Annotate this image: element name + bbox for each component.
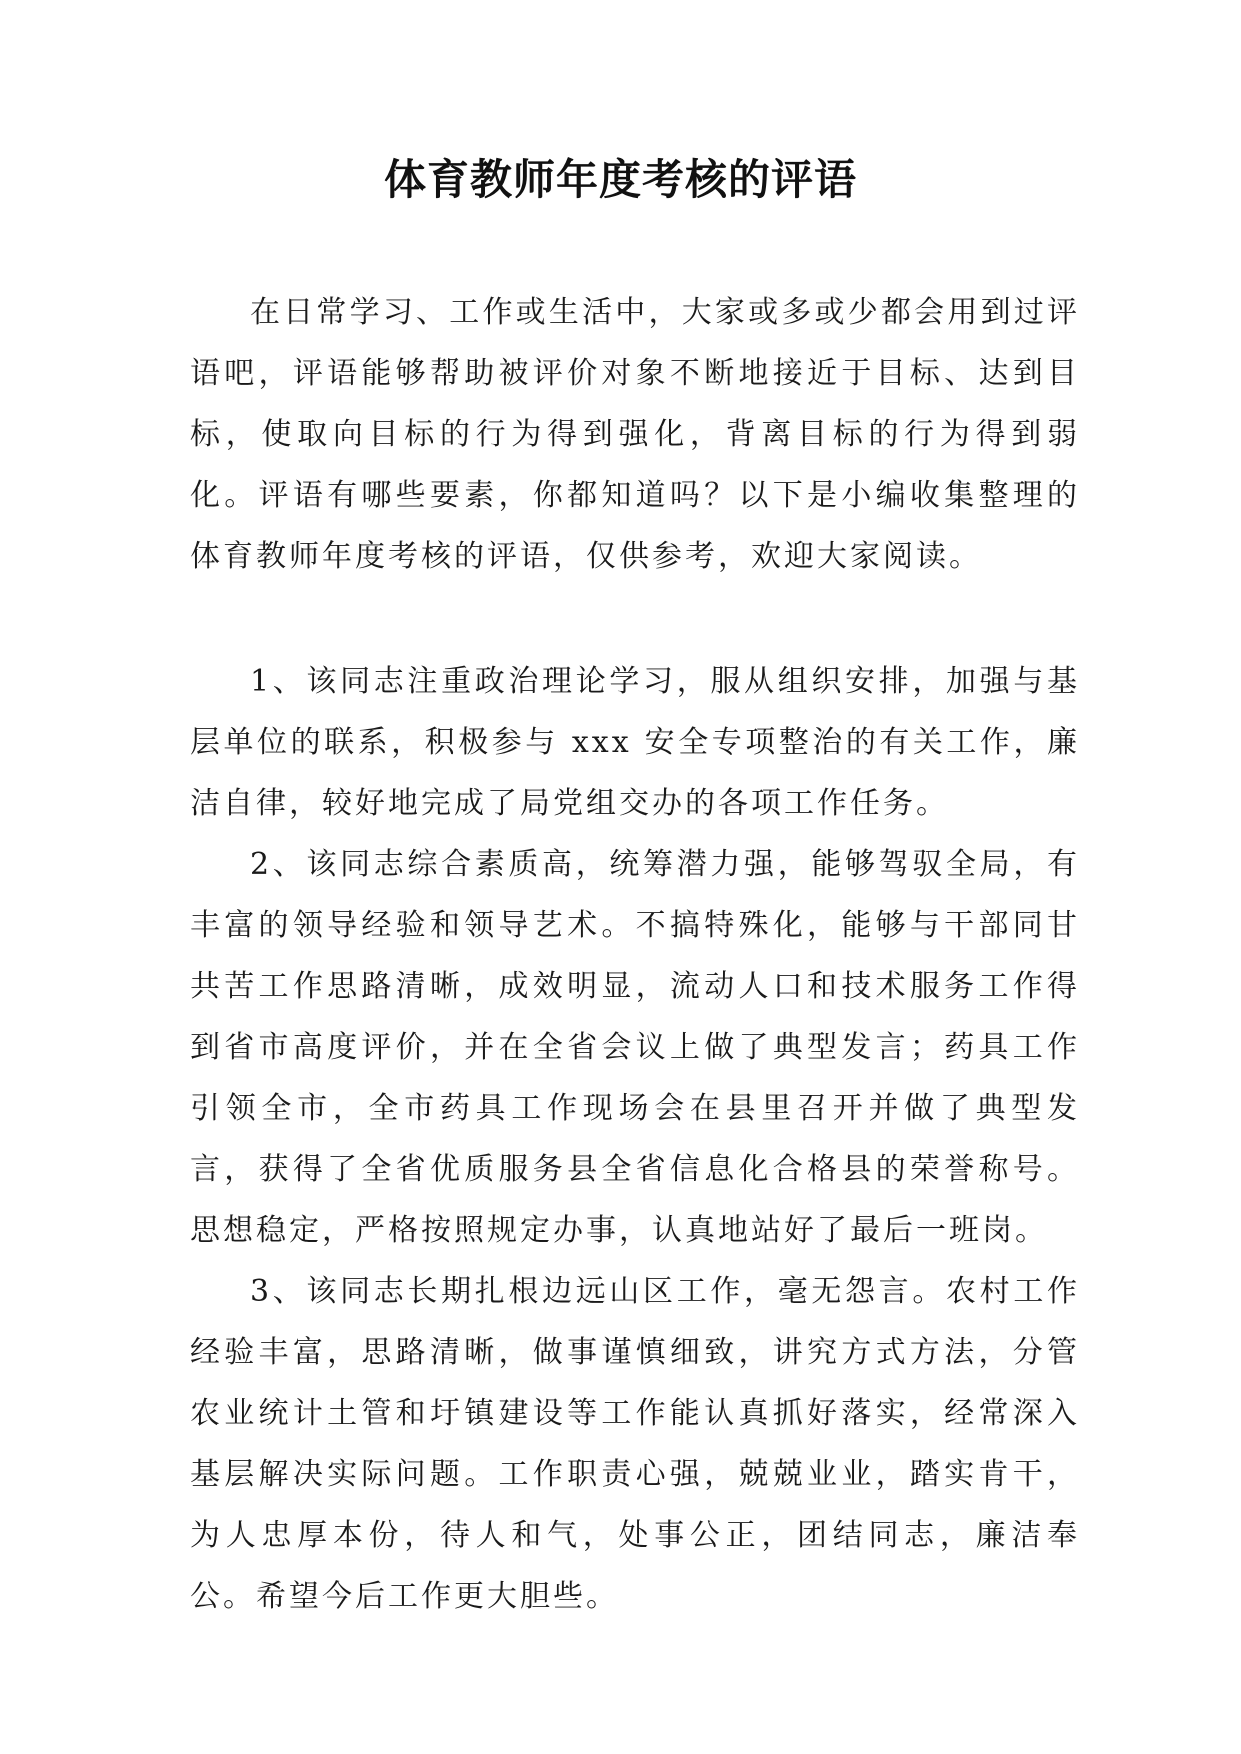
- document-title: 体育教师年度考核的评语: [383, 155, 857, 204]
- comment-paragraph-2: 2、该同志综合素质高，统筹潜力强，能够驾驭全局，有丰富的领导经验和领导艺术。不搞特殊化，能够与干部同甘共苦工作思路清晰，成效明显，流动人口和技术服务工作得到省市高度评价，并在全省会议上做了典型发言；药具工作引领全市，全市药具工作现场会在县里召开并做了典型发言，获得了全省优质服务县全省信息化合格县的荣誉称号。思想稳定，严格按照规定办事，认真地站好了最后一班岗。: [190, 847, 1080, 1248]
- comment-paragraph-3: 3、该同志长期扎根边远山区工作，毫无怨言。农村工作经验丰富，思路清晰，做事谨慎细致，讲究方式方法，分管农业统计土管和圩镇建设等工作能认真抓好落实，经常深入基层解决实际问题。工作职责心强，兢兢业业，踏实肯干，为人忠厚本份，待人和气，处事公正，团结同志，廉洁奉公。希望今后工作更大胆些。: [190, 1274, 1080, 1614]
- document-body: [190, 282, 1080, 1627]
- comment-paragraph-1: 1、该同志注重政治理论学习，服从组织安排，加强与基层单位的联系，积极参与 xxx 安全专项整治的有关工作，廉洁自律，较好地完成了局党组交办的各项工作任务。: [190, 664, 1080, 821]
- intro-paragraph: 在日常学习、工作或生活中，大家或多或少都会用到过评语吧，评语能够帮助被评价对象不断地接近于目标、达到目标，使取向目标的行为得到强化，背离目标的行为得到弱化。评语有哪些要素，你都知道吗？以下是小编收集整理的体育教师年度考核的评语，仅供参考，欢迎大家阅读。: [190, 295, 1080, 574]
